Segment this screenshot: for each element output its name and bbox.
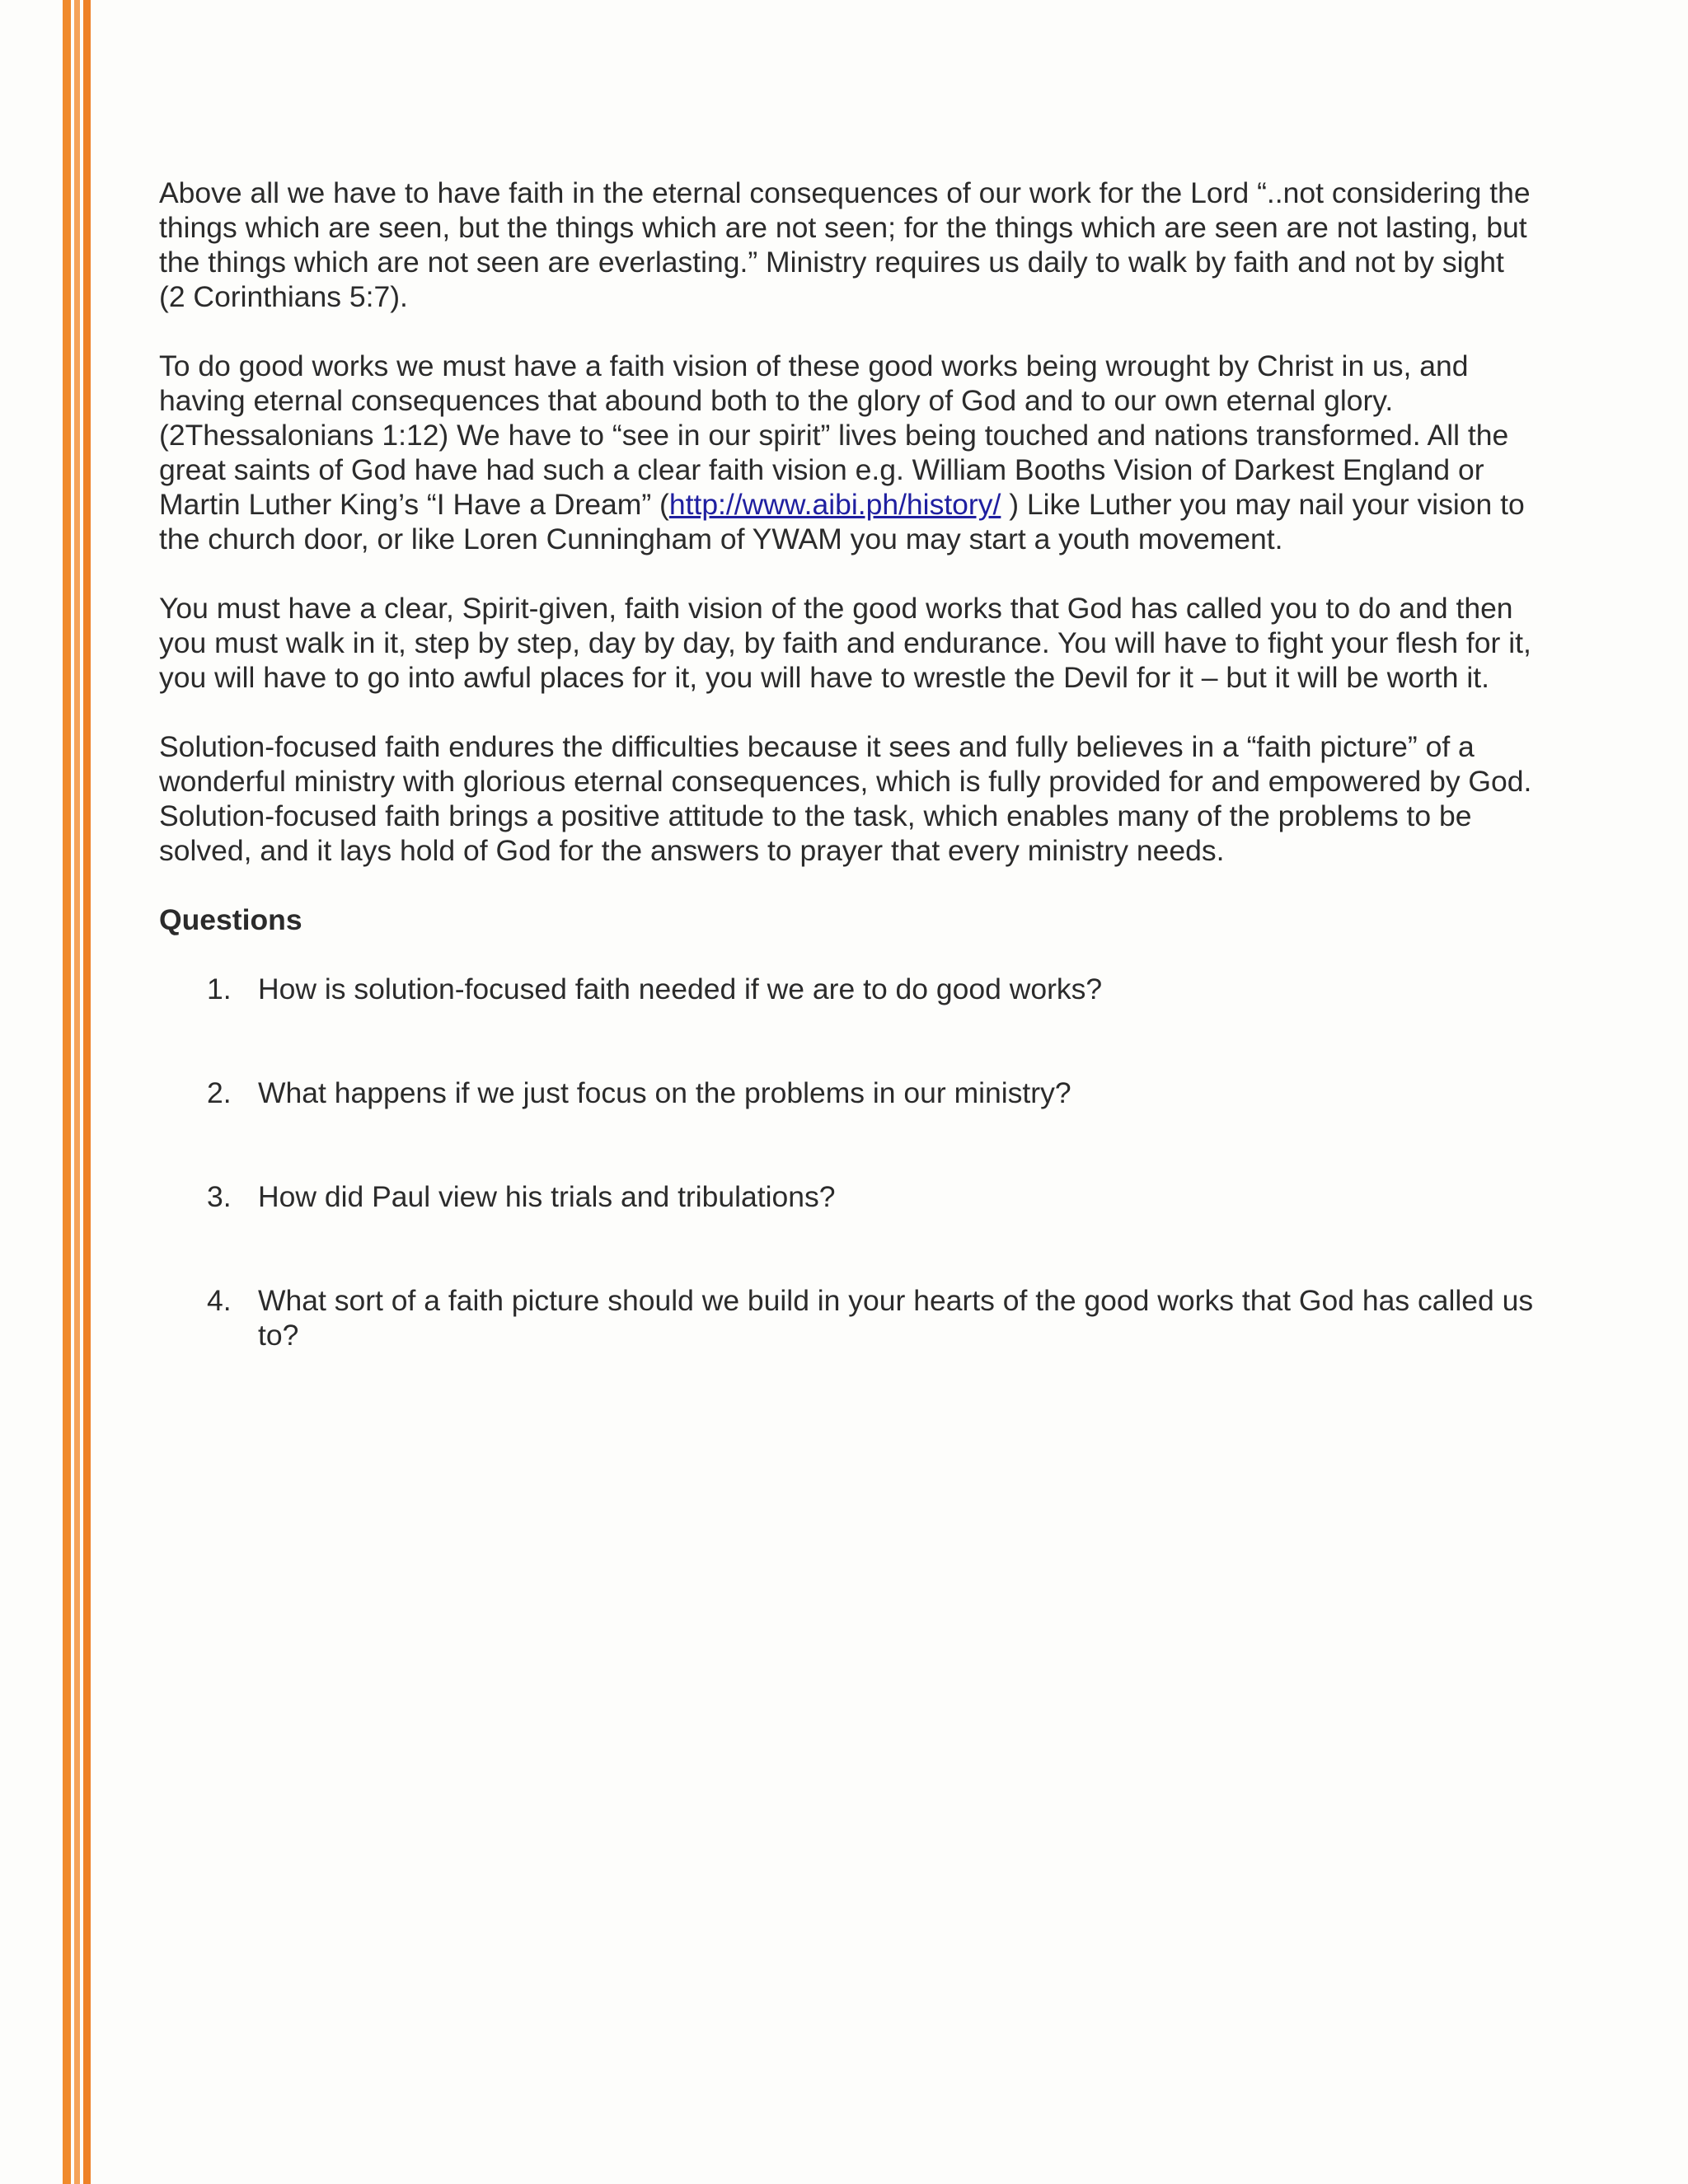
document-body [159,176,1536,1422]
question-item [159,1283,1536,1352]
question-text: What sort of a faith picture should we build in your hearts of the good works that God has called us to? [258,1284,1534,1352]
question-number: 2. [207,1076,232,1109]
border-stripe-middle [74,0,80,2184]
questions-heading: Questions [159,903,302,936]
question-number: 4. [207,1284,232,1317]
history-link[interactable]: http://www.aibi.ph/history/ [668,488,1001,521]
question-text: How is solution-focused faith needed if we are to do good works? [258,972,1103,1005]
question-item [159,1179,1536,1214]
questions-list [159,972,1536,1352]
question-text: What happens if we just focus on the problems in our ministry? [258,1076,1071,1109]
border-stripe-inner [83,0,91,2184]
paragraph-solution-focused-faith: Solution-focused faith endures the difficulties because it sees and fully believes in a “faith picture” of a wonderful ministry with glorious eternal consequences, which is fully provided for and empowered by God. Solution-focused faith brings a positive attitude to the task, which enables many of the problems to be solved, and it lays hold of God for the answers to prayer that every ministry needs. [159,730,1532,867]
border-stripe-outer [63,0,71,2184]
paragraph-walk-in-vision: You must have a clear, Spirit-given, faith vision of the good works that God has called you to do and then you must walk in it, step by step, day by day, by faith and endurance. You will have to fight your flesh for it, you will have to go into awful places for it, you will have to wrestle the Devil for it – but it will be worth it. [159,592,1531,694]
paragraph-text-after-link: ) Like Luther you may nail your vision to the church door, or like Loren Cunningham of YWAM you may start a youth movement. [159,488,1525,555]
paragraph-faith-vision [159,349,1536,556]
question-number: 3. [207,1180,232,1213]
question-text: How did Paul view his trials and tribulations? [258,1180,836,1213]
paragraph-eternal-consequences: Above all we have to have faith in the eternal consequences of our work for the Lord “..not considering the things which are seen, but the things which are not seen; for the things which are seen are not lasting, but the things which are not seen are everlasting.” Ministry requires us daily to walk by faith and not by sight (2 Corinthians 5:7). [159,176,1531,313]
question-number: 1. [207,972,232,1005]
question-item [159,1076,1536,1110]
question-item [159,972,1536,1006]
page-border-stripes [63,0,91,2184]
paragraph-text-before-link: To do good works we must have a faith vision of these good works being wrought by Christ in us, and having eternal consequences that abound both to the glory of God and to our own eternal glory. (2Thessalonians 1:12) We have to “see in our spirit” lives being touched and nations transformed. All the great saints of God have had such a clear faith vision e.g. William Booths Vision of Darkest England or Martin Luther King’s “I Have a Dream” ( [159,349,1509,521]
